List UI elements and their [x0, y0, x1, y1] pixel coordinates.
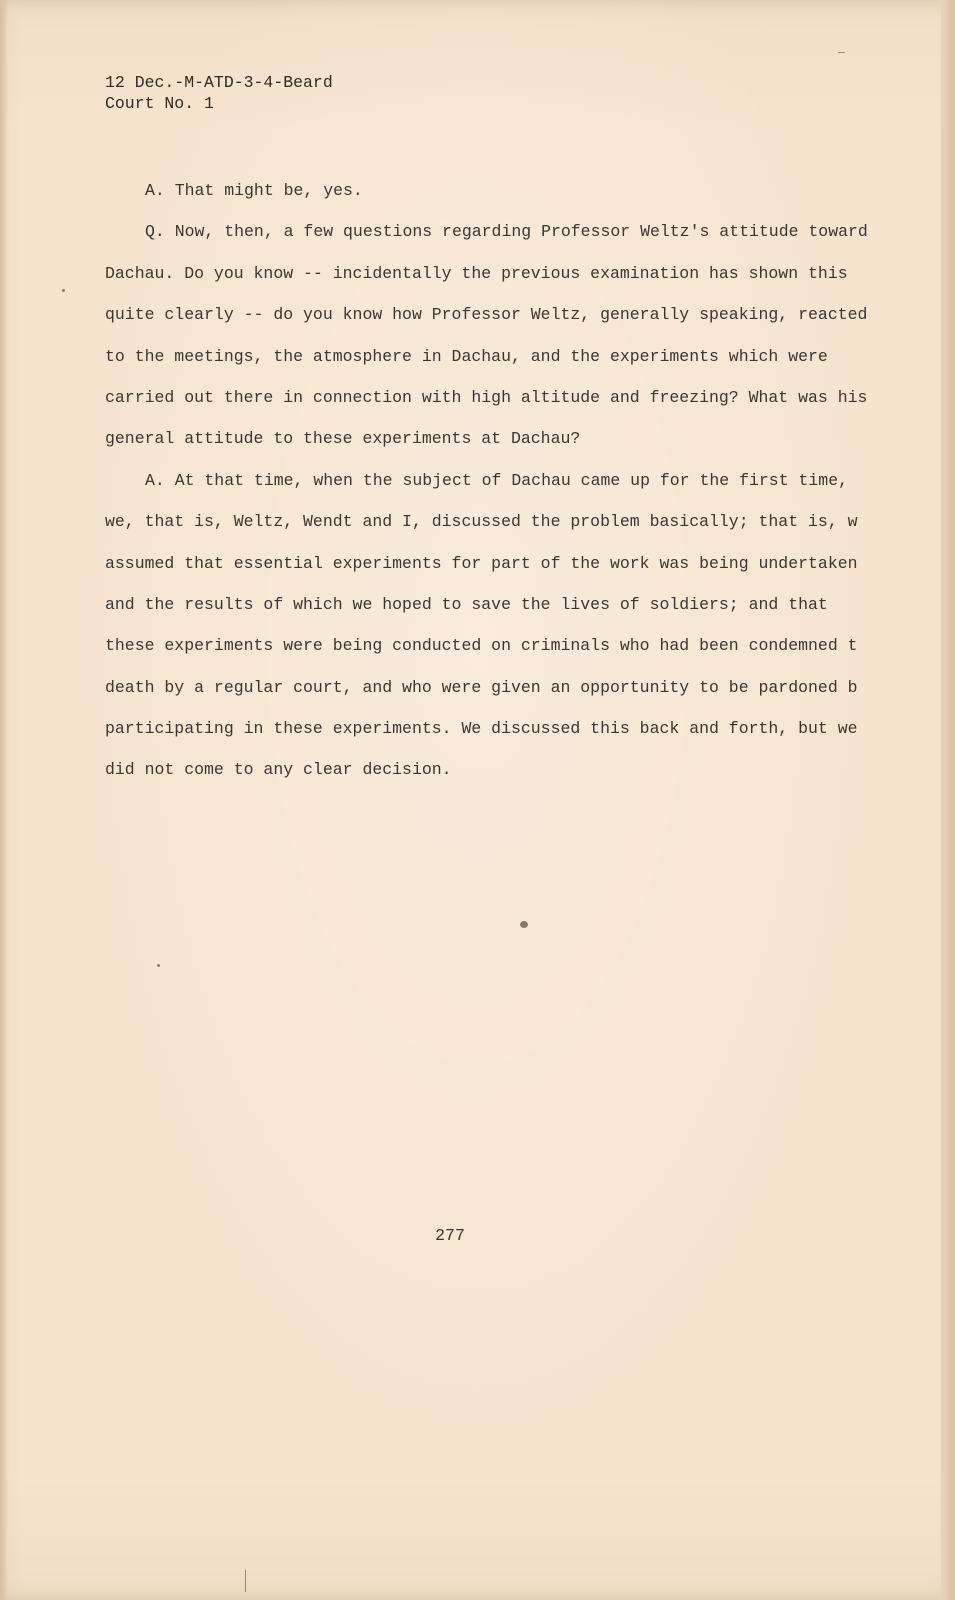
page-number: 277 — [435, 1226, 465, 1245]
answer-line: death by a regular court, and who were given an opportunity to be pardoned b — [105, 677, 858, 697]
paper-mark — [245, 1570, 246, 1592]
answer-line: A. At that time, when the subject of Dachau came up for the first time, — [145, 470, 849, 490]
page-left-edge — [0, 0, 8, 1600]
question-line: Dachau. Do you know -- incidentally the previous examination has shown this — [105, 263, 848, 283]
answer-line: we, that is, Weltz, Wendt and I, discussed the problem basically; that is, w — [105, 512, 858, 532]
paper-speck — [62, 289, 65, 292]
answer-line: and the results of which we hoped to save the lives of soldiers; and that — [105, 594, 828, 614]
question-line: Q. Now, then, a few questions regarding Professor Weltz's attitude toward — [145, 222, 868, 242]
question-line: to the meetings, the atmosphere in Dachau, and the experiments which were — [105, 346, 828, 366]
answer-line: did not come to any clear decision. — [105, 760, 452, 780]
question-line: quite clearly -- do you know how Professor Weltz, generally speaking, reacted — [105, 305, 868, 325]
header-date-line: 12 Dec.-M-ATD-3-4-Beard — [105, 73, 333, 92]
paper-speck — [520, 921, 528, 928]
header-court-line: Court No. 1 — [105, 94, 214, 113]
answer-line: these experiments were being conducted on criminals who had been condemned t — [105, 636, 858, 656]
question-line: general attitude to these experiments at Dachau? — [105, 429, 581, 449]
transcript-body — [105, 170, 905, 791]
document-header — [105, 72, 333, 114]
paper-speck — [157, 964, 160, 967]
page-right-edge — [941, 0, 955, 1600]
paper-mark — [838, 52, 845, 53]
answer-line: A. That might be, yes. — [145, 181, 363, 200]
answer-line: assumed that essential experiments for part of the work was being undertaken — [105, 553, 858, 573]
answer-line: participating in these experiments. We discussed this back and forth, but we — [105, 719, 858, 739]
question-line: carried out there in connection with high altitude and freezing? What was his — [105, 387, 868, 407]
